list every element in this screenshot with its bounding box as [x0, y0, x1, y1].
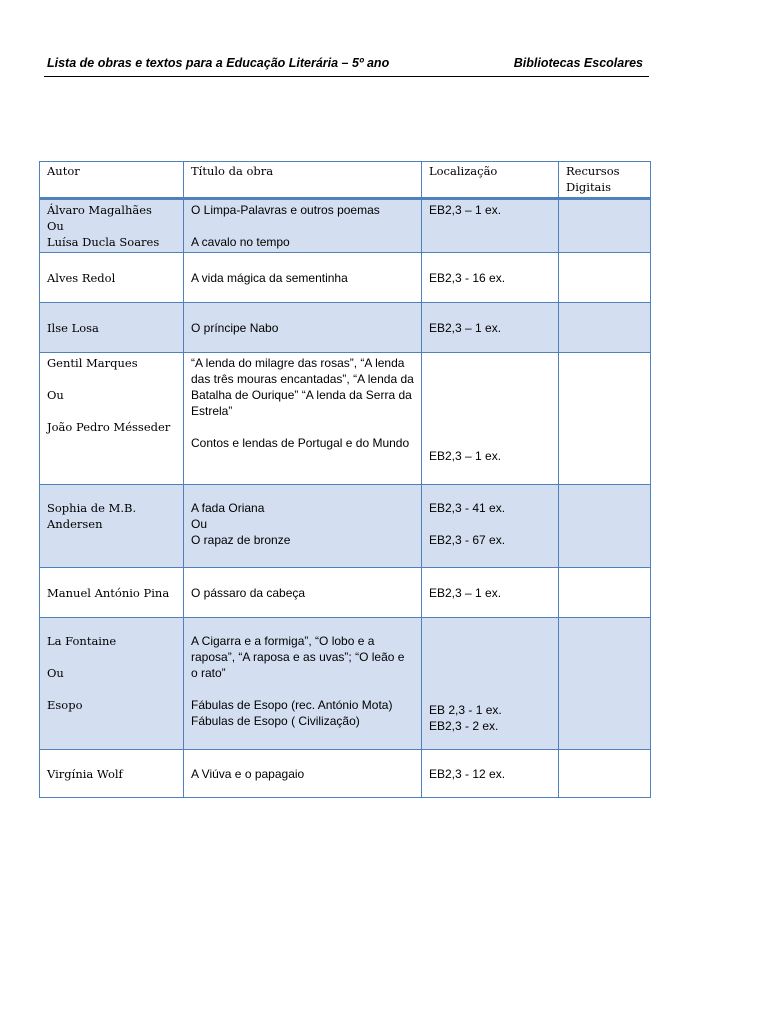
title-line: Ou: [191, 517, 208, 531]
title-line: Fábulas de Esopo ( Civilização): [191, 714, 360, 728]
cell-localizacao: [422, 568, 559, 618]
cell-localizacao: [422, 750, 559, 798]
location-line: EB2,3 – 1 ex.: [429, 203, 502, 217]
table-row: [40, 485, 651, 568]
cell-autor: [40, 485, 184, 568]
author-line: Ou: [47, 219, 64, 233]
author-line: Virgínia Wolf: [47, 766, 123, 781]
cell-localizacao: [422, 485, 559, 568]
cell-recursos: [559, 199, 651, 253]
author-line: Luísa Ducla Soares: [47, 235, 160, 249]
cell-localizacao: [422, 199, 559, 253]
books-table: [39, 161, 651, 798]
author-line: Sophia de M.B. Andersen: [47, 501, 137, 531]
author-line: Álvaro Magalhães: [47, 203, 152, 217]
cell-titulo: [184, 568, 422, 618]
cell-recursos: [559, 750, 651, 798]
title-line: A Viúva e o papagaio: [191, 766, 305, 781]
title-line: O Limpa-Palavras e outros poemas: [191, 203, 380, 217]
title-line: A vida mágica da sementinha: [191, 270, 348, 285]
title-line: A fada Oriana: [191, 501, 265, 515]
author-line: Ou: [47, 388, 64, 402]
column-header-titulo: Título da obra: [184, 162, 422, 199]
cell-titulo: [184, 303, 422, 353]
cell-titulo: [184, 618, 422, 750]
title-line: Fábulas de Esopo (rec. António Mota): [191, 698, 393, 712]
cell-autor: [40, 303, 184, 353]
column-header-autor: Autor: [40, 162, 184, 199]
table-row: [40, 303, 651, 353]
cell-recursos: [559, 253, 651, 303]
cell-titulo: [184, 253, 422, 303]
cell-autor: [40, 618, 184, 750]
title-line: Contos e lendas de Portugal e do Mundo: [191, 436, 410, 450]
table-row: [40, 618, 651, 750]
cell-autor: [40, 199, 184, 253]
location-line: EB2,3 – 1 ex.: [429, 320, 502, 335]
cell-autor: [40, 750, 184, 798]
cell-recursos: [559, 568, 651, 618]
table-header-row: [40, 162, 651, 199]
table-row: [40, 199, 651, 253]
location-line: EB2,3 - 16 ex.: [429, 270, 506, 285]
cell-localizacao: [422, 618, 559, 750]
title-line: A cavalo no tempo: [191, 235, 290, 249]
title-line: O pássaro da cabeça: [191, 585, 306, 600]
cell-recursos: [559, 303, 651, 353]
author-line: Gentil Marques: [47, 356, 138, 370]
author-line: Esopo: [47, 698, 83, 712]
table-row: [40, 568, 651, 618]
table-row: [40, 253, 651, 303]
table-row: [40, 750, 651, 798]
cell-autor: [40, 353, 184, 485]
page-header: [44, 54, 649, 77]
author-line: La Fontaine: [47, 634, 117, 648]
location-line: EB2,3 - 41 ex.: [429, 501, 506, 515]
location-line: EB2,3 – 1 ex.: [429, 585, 502, 600]
cell-titulo: [184, 199, 422, 253]
column-header-localizacao: Localização: [422, 162, 559, 199]
cell-autor: [40, 253, 184, 303]
cell-localizacao: [422, 353, 559, 485]
author-line: João Pedro Mésseder: [47, 420, 171, 434]
title-line: O príncipe Nabo: [191, 320, 279, 335]
table-row: [40, 353, 651, 485]
cell-recursos: [559, 618, 651, 750]
header-library: Bibliotecas Escolares: [513, 56, 643, 70]
location-line: EB 2,3 - 1 ex.: [429, 703, 502, 717]
cell-localizacao: [422, 253, 559, 303]
cell-titulo: [184, 750, 422, 798]
location-line: EB2,3 - 67 ex.: [429, 533, 506, 547]
author-line: Alves Redol: [47, 270, 116, 285]
author-line: Manuel António Pina: [47, 585, 170, 600]
column-header-recursos: Recursos Digitais: [559, 162, 651, 199]
cell-titulo: [184, 353, 422, 485]
author-line: Ilse Losa: [47, 320, 99, 335]
title-line: A Cigarra e a formiga”, “O lobo e a raposa”, “A raposa e as uvas”; “O leão e o rato”: [191, 634, 405, 680]
cell-titulo: [184, 485, 422, 568]
location-line: EB2,3 - 2 ex.: [429, 719, 499, 733]
location-line: EB2,3 - 12 ex.: [429, 766, 506, 781]
cell-recursos: [559, 485, 651, 568]
title-line: O rapaz de bronze: [191, 533, 291, 547]
cell-autor: [40, 568, 184, 618]
title-line: “A lenda do milagre das rosas”, “A lenda das três mouras encantadas”, “A lenda da Batalha de Ourique” “A lenda da Serra da Estrela”: [191, 356, 414, 418]
location-line: EB2,3 – 1 ex.: [429, 449, 502, 463]
cell-recursos: [559, 353, 651, 485]
author-line: Ou: [47, 666, 64, 680]
cell-localizacao: [422, 303, 559, 353]
header-title: Lista de obras e textos para a Educação Literária – 5º ano: [47, 56, 390, 70]
